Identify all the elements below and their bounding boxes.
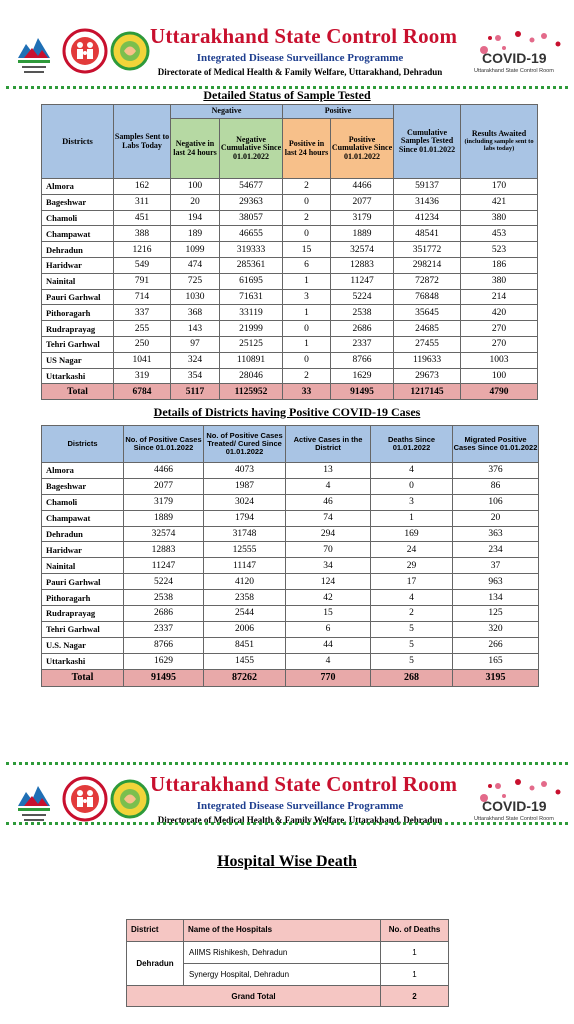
value-cell: 474 — [171, 257, 220, 273]
value-cell: 1987 — [204, 478, 286, 494]
value-cell: 100 — [461, 368, 538, 384]
value-cell: 319333 — [220, 242, 283, 258]
table-row — [42, 478, 539, 494]
value-cell: 21999 — [220, 321, 283, 337]
value-cell: 255 — [114, 321, 171, 337]
value-cell: 351772 — [394, 242, 461, 258]
value-cell: 37 — [453, 558, 539, 574]
table-row — [42, 510, 539, 526]
death-count-cell: 1 — [381, 964, 449, 986]
value-cell: 33119 — [220, 305, 283, 321]
value-cell: 44 — [286, 637, 371, 653]
value-cell: 523 — [461, 242, 538, 258]
total-row — [42, 384, 538, 400]
district-cell: Almora — [42, 179, 114, 195]
value-cell: 6 — [283, 257, 331, 273]
value-cell: 420 — [461, 305, 538, 321]
value-cell: 54677 — [220, 179, 283, 195]
total-value-cell: 1217145 — [394, 384, 461, 400]
table-row — [42, 574, 539, 590]
col-header-negative-24h: Negative in last 24 hours — [171, 119, 220, 179]
table-row — [42, 336, 538, 352]
col-header-positive-24h: Positive in last 24 hours — [283, 119, 331, 179]
district-cell: Tehri Garhwal — [42, 621, 124, 637]
programme-subtitle: Integrated Disease Surveillance Programme — [196, 52, 404, 64]
value-cell: 363 — [453, 526, 539, 542]
value-cell: 15 — [286, 606, 371, 622]
value-cell: 725 — [171, 273, 220, 289]
value-cell: 74 — [286, 510, 371, 526]
value-cell: 29363 — [220, 194, 283, 210]
col-header-district: District — [127, 920, 184, 942]
value-cell: 4120 — [204, 574, 286, 590]
district-cell: Almora — [42, 463, 124, 479]
value-cell: 29673 — [394, 368, 461, 384]
district-cell: US Nagar — [42, 352, 114, 368]
table-row — [42, 637, 539, 653]
value-cell: 5 — [371, 621, 453, 637]
value-cell: 451 — [114, 210, 171, 226]
table-row — [42, 542, 539, 558]
value-cell: 143 — [171, 321, 220, 337]
value-cell: 25125 — [220, 336, 283, 352]
covid-logo-subtext: Uttarakhand State Control Room — [474, 816, 554, 822]
value-cell: 8766 — [331, 352, 394, 368]
total-value-cell: 91495 — [331, 384, 394, 400]
value-cell: 72872 — [394, 273, 461, 289]
value-cell: 20 — [453, 510, 539, 526]
value-cell: 11247 — [124, 558, 204, 574]
value-cell: 2006 — [204, 621, 286, 637]
col-group-negative: Negative — [171, 105, 283, 119]
value-cell: 4 — [286, 478, 371, 494]
value-cell: 27455 — [394, 336, 461, 352]
total-label: Total — [42, 384, 114, 400]
value-cell: 4466 — [331, 179, 394, 195]
district-cell: Bageshwar — [42, 478, 124, 494]
idsp-logo-icon — [110, 778, 150, 820]
uttarakhand-emblem-icon — [14, 776, 54, 824]
value-cell: 110891 — [220, 352, 283, 368]
value-cell: 24 — [371, 542, 453, 558]
table-row — [42, 179, 538, 195]
district-cell: Haridwar — [42, 542, 124, 558]
value-cell: 59137 — [394, 179, 461, 195]
value-cell: 38057 — [220, 210, 283, 226]
value-cell: 41234 — [394, 210, 461, 226]
value-cell: 169 — [371, 526, 453, 542]
value-cell: 194 — [171, 210, 220, 226]
table-row — [42, 558, 539, 574]
district-cell: Uttarkashi — [42, 368, 114, 384]
value-cell: 4 — [371, 590, 453, 606]
value-cell: 8766 — [124, 637, 204, 653]
table-row — [42, 194, 538, 210]
total-value-cell: 87262 — [204, 669, 286, 686]
page-title: Uttarakhand State Control Room — [150, 772, 458, 796]
value-cell: 311 — [114, 194, 171, 210]
value-cell: 2337 — [331, 336, 394, 352]
total-label: Total — [42, 669, 124, 686]
value-cell: 165 — [453, 653, 539, 669]
value-cell: 0 — [283, 352, 331, 368]
value-cell: 0 — [283, 226, 331, 242]
value-cell: 285361 — [220, 257, 283, 273]
header-divider — [6, 822, 568, 825]
value-cell: 354 — [171, 368, 220, 384]
value-cell: 0 — [371, 478, 453, 494]
value-cell: 2077 — [331, 194, 394, 210]
district-cell: Champawat — [42, 510, 124, 526]
table-row — [42, 210, 538, 226]
col-header-deaths: No. of Deaths — [381, 920, 449, 942]
grand-total-value: 2 — [381, 986, 449, 1007]
value-cell: 125 — [453, 606, 539, 622]
table-row — [42, 463, 539, 479]
value-cell: 380 — [461, 273, 538, 289]
district-cell: Dehradun — [42, 526, 124, 542]
hospital-name-cell: Synergy Hospital, Dehradun — [184, 964, 381, 986]
table-row — [42, 242, 538, 258]
value-cell: 2538 — [124, 590, 204, 606]
value-cell: 1455 — [204, 653, 286, 669]
district-cell: Nainital — [42, 558, 124, 574]
value-cell: 71631 — [220, 289, 283, 305]
hospital-death-table — [126, 919, 449, 1007]
value-cell: 1 — [283, 305, 331, 321]
value-cell: 29 — [371, 558, 453, 574]
table-row — [42, 289, 538, 305]
value-cell: 12883 — [124, 542, 204, 558]
value-cell: 106 — [453, 494, 539, 510]
value-cell: 11247 — [331, 273, 394, 289]
district-cell: Rudraprayag — [42, 606, 124, 622]
table-row — [42, 526, 539, 542]
value-cell: 189 — [171, 226, 220, 242]
table-row — [42, 352, 538, 368]
value-cell: 46 — [286, 494, 371, 510]
col-header-hospital: Name of the Hospitals — [184, 920, 381, 942]
value-cell: 2077 — [124, 478, 204, 494]
value-cell: 324 — [171, 352, 220, 368]
col-header-samples-sent: Samples Sent to Labs Today — [114, 105, 171, 179]
col-header-active: Active Cases in the District — [286, 426, 371, 463]
value-cell: 1629 — [124, 653, 204, 669]
value-cell: 337 — [114, 305, 171, 321]
value-cell: 0 — [283, 321, 331, 337]
district-cell: Pauri Garhwal — [42, 289, 114, 305]
total-value-cell: 91495 — [124, 669, 204, 686]
value-cell: 1889 — [124, 510, 204, 526]
value-cell: 86 — [453, 478, 539, 494]
value-cell: 2337 — [124, 621, 204, 637]
value-cell: 294 — [286, 526, 371, 542]
table-row — [42, 305, 538, 321]
value-cell: 2 — [283, 368, 331, 384]
district-cell: Rudraprayag — [42, 321, 114, 337]
value-cell: 162 — [114, 179, 171, 195]
value-cell: 4 — [286, 653, 371, 669]
positive-cases-table — [41, 425, 539, 687]
value-cell: 234 — [453, 542, 539, 558]
national-health-mission-logo-icon — [62, 776, 108, 822]
value-cell: 119633 — [394, 352, 461, 368]
value-cell: 2538 — [331, 305, 394, 321]
table-row — [42, 621, 539, 637]
value-cell: 1889 — [331, 226, 394, 242]
covid-logo-text: COVID-19 — [482, 798, 547, 814]
sample-status-table — [41, 104, 538, 400]
district-cell: Champawat — [42, 226, 114, 242]
value-cell: 1 — [283, 336, 331, 352]
col-header-cured: No. of Positive Cases Treated/ Cured Since 01.01.2022 — [204, 426, 286, 463]
value-cell: 100 — [171, 179, 220, 195]
table-row — [42, 226, 538, 242]
table-row — [127, 942, 449, 964]
value-cell: 1030 — [171, 289, 220, 305]
value-cell: 186 — [461, 257, 538, 273]
covid-logo-text: COVID-19 — [482, 50, 547, 66]
value-cell: 791 — [114, 273, 171, 289]
directorate-line: Directorate of Medical Health & Family Welfare, Uttarakhand, Dehradun — [157, 815, 443, 825]
value-cell: 32574 — [331, 242, 394, 258]
value-cell: 388 — [114, 226, 171, 242]
value-cell: 2544 — [204, 606, 286, 622]
hospital-name-cell: AIIMS Rishikesh, Dehradun — [184, 942, 381, 964]
value-cell: 4466 — [124, 463, 204, 479]
value-cell: 2 — [371, 606, 453, 622]
death-count-cell: 1 — [381, 942, 449, 964]
value-cell: 250 — [114, 336, 171, 352]
value-cell: 319 — [114, 368, 171, 384]
total-value-cell: 3195 — [453, 669, 539, 686]
value-cell: 2358 — [204, 590, 286, 606]
value-cell: 270 — [461, 321, 538, 337]
district-cell: Dehradun — [127, 942, 184, 986]
results-awaited-label: Results Awaited — [471, 129, 527, 139]
district-cell: Chamoli — [42, 494, 124, 510]
col-header-districts: Districts — [42, 105, 114, 179]
value-cell: 1 — [371, 510, 453, 526]
table-row — [42, 590, 539, 606]
value-cell: 124 — [286, 574, 371, 590]
total-value-cell: 4790 — [461, 384, 538, 400]
district-cell: Bageshwar — [42, 194, 114, 210]
table-row — [42, 494, 539, 510]
page-title: Uttarakhand State Control Room — [150, 24, 458, 48]
total-value-cell: 33 — [283, 384, 331, 400]
hospital-table-title: Hospital Wise Death — [217, 853, 357, 870]
sample-table-title: Detailed Status of Sample Tested — [203, 88, 371, 102]
value-cell: 1003 — [461, 352, 538, 368]
table-row — [42, 321, 538, 337]
col-header-negative-cumulative: Negative Cumulative Since 01.01.2022 — [220, 119, 283, 179]
value-cell: 11147 — [204, 558, 286, 574]
value-cell: 32574 — [124, 526, 204, 542]
value-cell: 298214 — [394, 257, 461, 273]
positive-table-title: Details of Districts having Positive COVID-19 Cases — [153, 405, 421, 419]
district-cell: Tehri Garhwal — [42, 336, 114, 352]
value-cell: 3024 — [204, 494, 286, 510]
value-cell: 376 — [453, 463, 539, 479]
value-cell: 453 — [461, 226, 538, 242]
value-cell: 42 — [286, 590, 371, 606]
district-cell: Pithoragarh — [42, 305, 114, 321]
value-cell: 2686 — [331, 321, 394, 337]
total-value-cell: 1125952 — [220, 384, 283, 400]
value-cell: 368 — [171, 305, 220, 321]
value-cell: 4 — [371, 463, 453, 479]
uttarakhand-emblem-icon — [14, 28, 54, 76]
idsp-logo-icon — [110, 30, 150, 72]
district-cell: Dehradun — [42, 242, 114, 258]
value-cell: 20 — [171, 194, 220, 210]
col-group-positive: Positive — [283, 105, 394, 119]
directorate-line: Directorate of Medical Health & Family Welfare, Uttarakhand, Dehradun — [157, 67, 443, 77]
value-cell: 4073 — [204, 463, 286, 479]
value-cell: 70 — [286, 542, 371, 558]
value-cell: 5224 — [331, 289, 394, 305]
value-cell: 3 — [283, 289, 331, 305]
col-header-positive-cases: No. of Positive Cases Since 01.01.2022 — [124, 426, 204, 463]
value-cell: 13 — [286, 463, 371, 479]
district-cell: Haridwar — [42, 257, 114, 273]
table-row — [42, 368, 538, 384]
value-cell: 76848 — [394, 289, 461, 305]
value-cell: 320 — [453, 621, 539, 637]
value-cell: 1 — [283, 273, 331, 289]
col-header-results-awaited — [461, 105, 538, 179]
header-divider — [6, 762, 568, 765]
district-cell: Uttarkashi — [42, 653, 124, 669]
col-header-positive-cumulative: Positive Cumulative Since 01.01.2022 — [331, 119, 394, 179]
value-cell: 97 — [171, 336, 220, 352]
value-cell: 714 — [114, 289, 171, 305]
value-cell: 61695 — [220, 273, 283, 289]
value-cell: 6 — [286, 621, 371, 637]
value-cell: 12555 — [204, 542, 286, 558]
value-cell: 15 — [283, 242, 331, 258]
value-cell: 31748 — [204, 526, 286, 542]
value-cell: 24685 — [394, 321, 461, 337]
value-cell: 2 — [283, 210, 331, 226]
value-cell: 5224 — [124, 574, 204, 590]
total-row — [42, 669, 539, 686]
col-header-migrated: Migrated Positive Cases Since 01.01.2022 — [453, 426, 539, 463]
value-cell: 12883 — [331, 257, 394, 273]
total-value-cell: 5117 — [171, 384, 220, 400]
col-header-districts: Districts — [42, 426, 124, 463]
col-header-deaths: Deaths Since 01.01.2022 — [371, 426, 453, 463]
value-cell: 421 — [461, 194, 538, 210]
table-row — [42, 257, 538, 273]
district-cell: Chamoli — [42, 210, 114, 226]
value-cell: 1041 — [114, 352, 171, 368]
total-value-cell: 268 — [371, 669, 453, 686]
value-cell: 214 — [461, 289, 538, 305]
value-cell: 31436 — [394, 194, 461, 210]
value-cell: 17 — [371, 574, 453, 590]
value-cell: 266 — [453, 637, 539, 653]
value-cell: 134 — [453, 590, 539, 606]
table-row — [42, 653, 539, 669]
value-cell: 46655 — [220, 226, 283, 242]
value-cell: 5 — [371, 653, 453, 669]
grand-total-label: Grand Total — [127, 986, 381, 1007]
value-cell: 963 — [453, 574, 539, 590]
value-cell: 34 — [286, 558, 371, 574]
value-cell: 1216 — [114, 242, 171, 258]
district-cell: Pauri Garhwal — [42, 574, 124, 590]
total-row — [127, 986, 449, 1007]
value-cell: 1099 — [171, 242, 220, 258]
value-cell: 3179 — [124, 494, 204, 510]
results-awaited-note: (including sample sent to labs today) — [464, 137, 534, 152]
col-header-cumulative-tested: Cumulative Samples Tested Since 01.01.2022 — [394, 105, 461, 179]
value-cell: 0 — [283, 194, 331, 210]
programme-subtitle: Integrated Disease Surveillance Programme — [196, 800, 404, 812]
value-cell: 28046 — [220, 368, 283, 384]
total-value-cell: 6784 — [114, 384, 171, 400]
district-cell: U.S. Nagar — [42, 637, 124, 653]
value-cell: 3 — [371, 494, 453, 510]
value-cell: 270 — [461, 336, 538, 352]
table-row — [42, 273, 538, 289]
covid-logo-subtext: Uttarakhand State Control Room — [474, 68, 554, 74]
table-row — [42, 606, 539, 622]
value-cell: 5 — [371, 637, 453, 653]
value-cell: 2686 — [124, 606, 204, 622]
national-health-mission-logo-icon — [62, 28, 108, 74]
value-cell: 48541 — [394, 226, 461, 242]
value-cell: 35645 — [394, 305, 461, 321]
value-cell: 1794 — [204, 510, 286, 526]
value-cell: 1629 — [331, 368, 394, 384]
value-cell: 3179 — [331, 210, 394, 226]
page-header-top — [0, 18, 574, 86]
district-cell: Nainital — [42, 273, 114, 289]
value-cell: 549 — [114, 257, 171, 273]
value-cell: 170 — [461, 179, 538, 195]
value-cell: 8451 — [204, 637, 286, 653]
district-cell: Pithoragarh — [42, 590, 124, 606]
value-cell: 2 — [283, 179, 331, 195]
value-cell: 380 — [461, 210, 538, 226]
total-value-cell: 770 — [286, 669, 371, 686]
